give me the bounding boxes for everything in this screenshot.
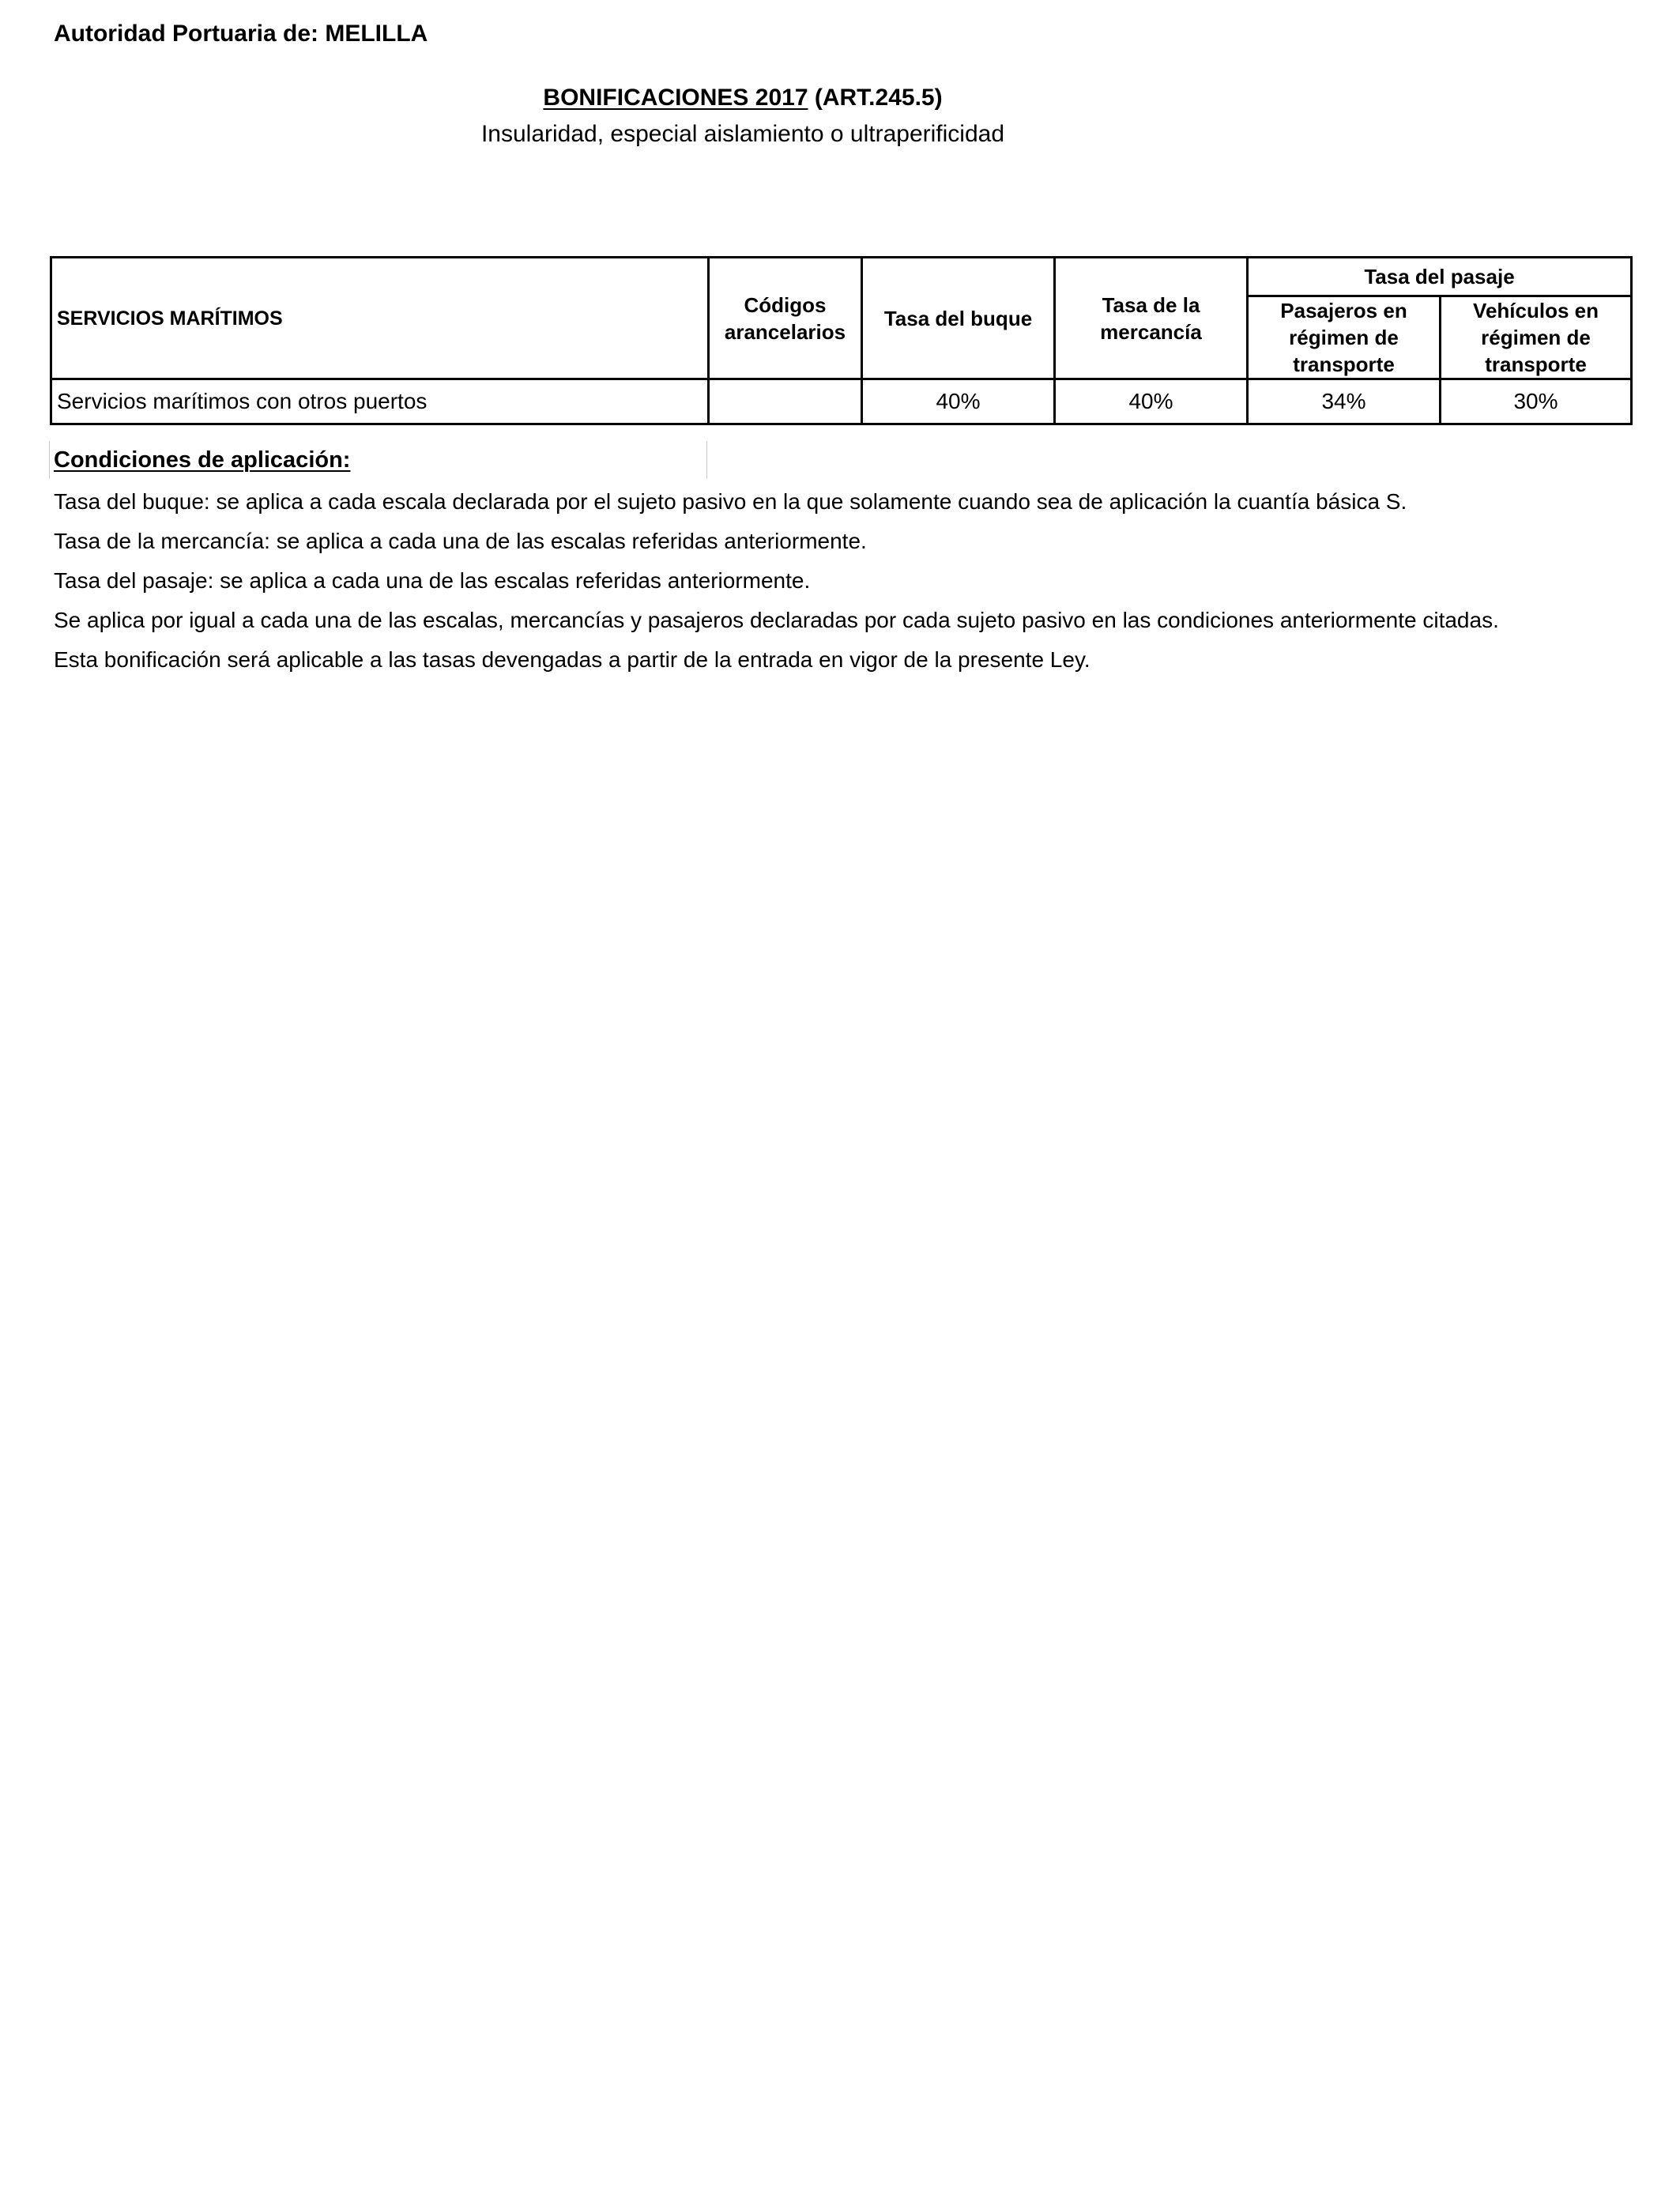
condition-item: Tasa del pasaje: se aplica a cada una de las escalas referidas anteriormente.	[54, 568, 811, 593]
header-passage-fee: Tasa del pasaje	[1248, 258, 1632, 296]
header-service: SERVICIOS MARÍTIMOS	[51, 258, 709, 379]
cell-vehicles: 30%	[1441, 379, 1632, 424]
condition-item: Esta bonificación será aplicable a las tasas devengadas a partir de la entrada en vigor de la presente Ley.	[54, 647, 1090, 672]
grid-divider-right	[706, 441, 707, 479]
port-authority-label: Autoridad Portuaria de: MELILLA	[54, 21, 428, 47]
header-vehicles: Vehículos en régimen de transporte	[1441, 296, 1632, 379]
document-title	[356, 82, 1130, 114]
header-cargo-fee: Tasa de la mercancía	[1055, 258, 1248, 379]
header-ship-fee: Tasa del buque	[862, 258, 1055, 379]
header-passengers: Pasajeros en régimen de transporte	[1248, 296, 1441, 379]
condition-item: Tasa del buque: se aplica a cada escala declarada por el sujeto pasivo en la que solamente cuando sea de aplicación la cuantía básica S.	[54, 489, 1407, 514]
cell-ship-fee: 40%	[862, 379, 1055, 424]
cell-service: Servicios marítimos con otros puertos	[51, 379, 709, 424]
cell-cargo-fee: 40%	[1055, 379, 1248, 424]
conditions-section	[54, 444, 1634, 680]
cell-passengers: 34%	[1248, 379, 1441, 424]
condition-item: Se aplica por igual a cada una de las escalas, mercancías y pasajeros declaradas por cada sujeto pasivo en las condiciones anteriormente citadas.	[54, 608, 1499, 632]
document-title-block	[356, 82, 1130, 150]
condition-item: Tasa de la mercancía: se aplica a cada una de las escalas referidas anteriormente.	[54, 529, 867, 553]
conditions-heading: Condiciones de aplicación:	[54, 447, 351, 473]
conditions-list	[54, 482, 1634, 680]
table-row	[51, 379, 1632, 424]
table-header-row	[51, 258, 1632, 296]
title-article: (ART.245.5)	[814, 85, 943, 111]
cell-codes	[709, 379, 862, 424]
bonus-table	[50, 256, 1633, 425]
conditions-heading-wrap	[54, 444, 1634, 476]
header-codes: Códigos arancelarios	[709, 258, 862, 379]
title-main: BONIFICACIONES 2017	[543, 85, 808, 111]
grid-divider-left	[49, 441, 50, 479]
document-subtitle: Insularidad, especial aislamiento o ultraperificidad	[480, 121, 1005, 147]
